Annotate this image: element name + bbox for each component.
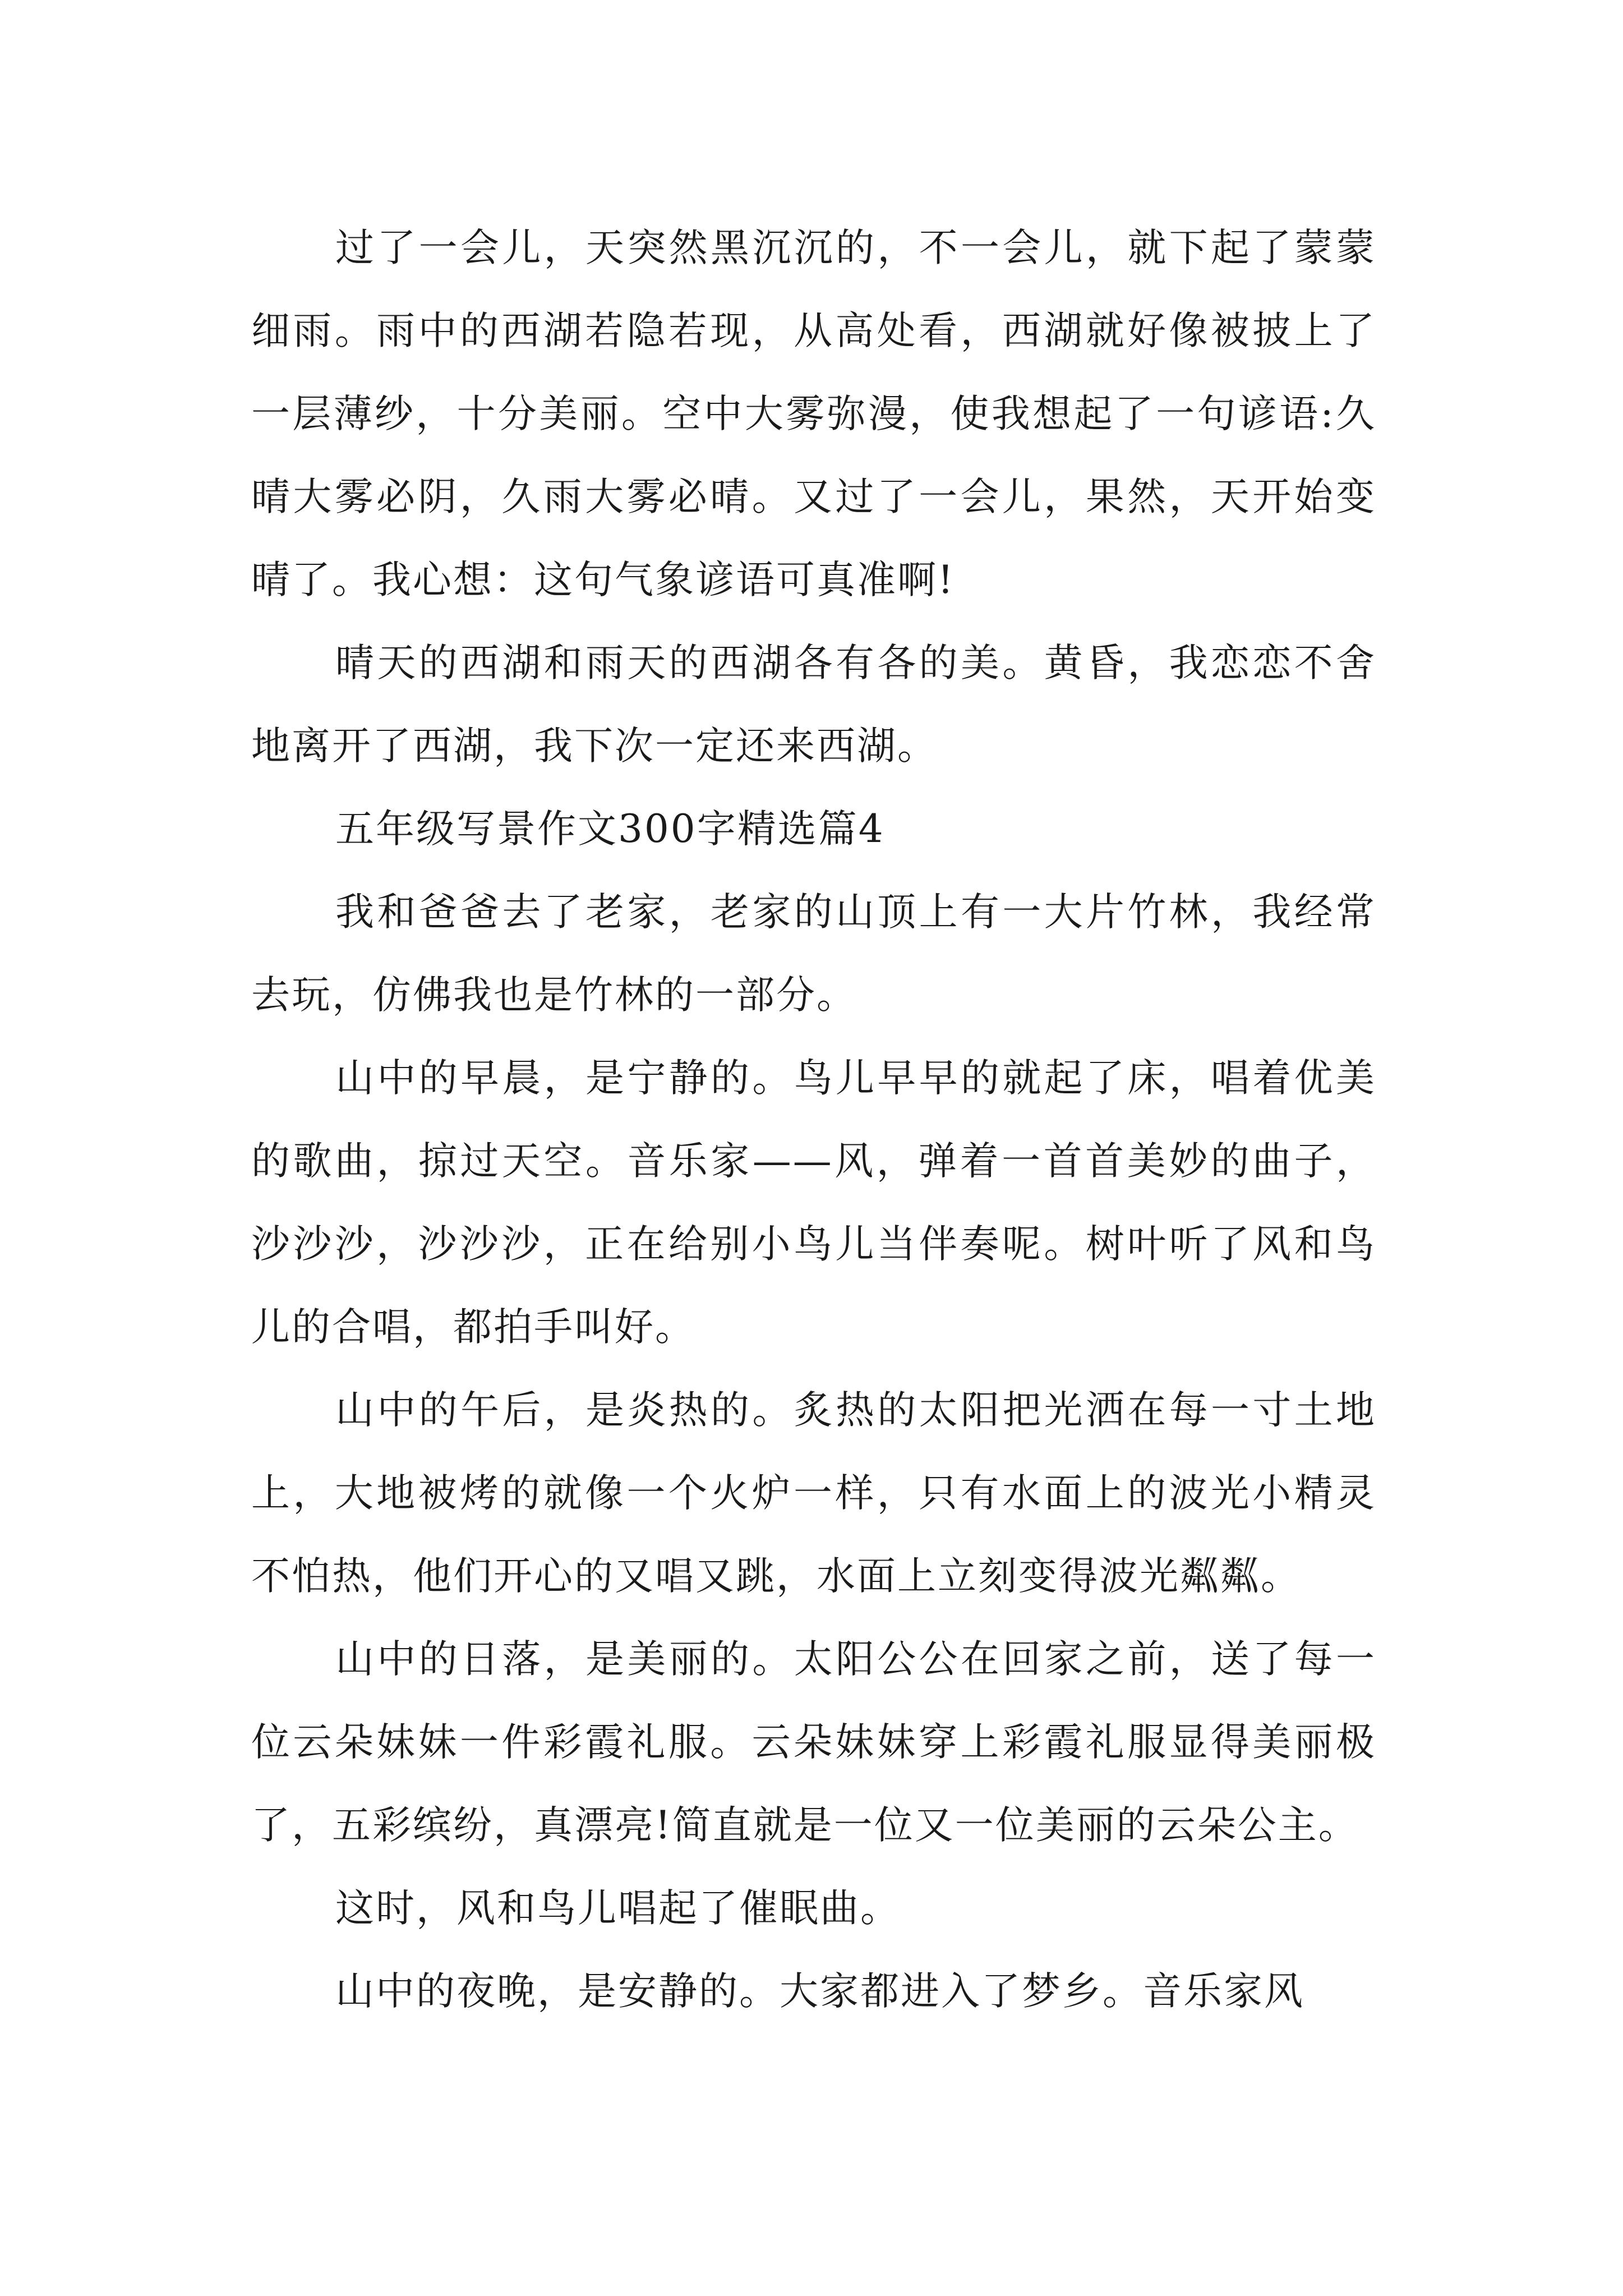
paragraph-night: 山中的夜晚，是安静的。大家都进入了梦乡。音乐家风	[335, 1969, 1304, 2014]
paragraph-farewell-west-lake: 晴天的西湖和雨天的西湖各有各的美。黄昏，我恋恋不舍地离开了西湖，我下次一定还来西湖。	[251, 641, 1376, 769]
paragraph-hometown-bamboo: 我和爸爸去了老家，老家的山顶上有一大片竹林，我经常去玩，仿佛我也是竹林的一部分。	[251, 890, 1376, 1018]
paragraph-sunset: 山中的日落，是美丽的。太阳公公在回家之前，送了每一位云朵妹妹一件彩霞礼服。云朵妹妹穿上彩霞礼服显得美丽极了，五彩缤纷，真漂亮!简直就是一位又一位美丽的云朵公主。	[251, 1637, 1376, 1848]
paragraph-morning: 山中的早晨，是宁静的。鸟儿早早的就起了床，唱着优美的歌曲，掠过天空。音乐家——风，弹着一首首美妙的曲子，沙沙沙，沙沙沙，正在给别小鸟儿当伴奏呢。树叶听了风和鸟儿的合唱，都拍手叫好。	[251, 1056, 1376, 1350]
paragraph-afternoon: 山中的午后，是炎热的。炙热的太阳把光洒在每一寸土地上，大地被烤的就像一个火炉一样，只有水面上的波光小精灵不怕热，他们开心的又唱又跳，水面上立刻变得波光粼粼。	[251, 1388, 1376, 1599]
paragraph-rainy-west-lake: 过了一会儿，天突然黑沉沉的，不一会儿，就下起了蒙蒙细雨。雨中的西湖若隐若现，从高处看，西湖就好像被披上了一层薄纱，十分美丽。空中大雾弥漫，使我想起了一句谚语:久晴大雾必阴，久雨大雾必晴。又过了一会儿，果然，天开始变晴了。我心想：这句气象谚语可真准啊!	[251, 226, 1376, 602]
essay-heading: 五年级写景作文300字精选篇4	[335, 807, 885, 852]
paragraph-lullaby: 这时，风和鸟儿唱起了催眠曲。	[335, 1886, 901, 1931]
document-body	[251, 206, 1376, 2033]
